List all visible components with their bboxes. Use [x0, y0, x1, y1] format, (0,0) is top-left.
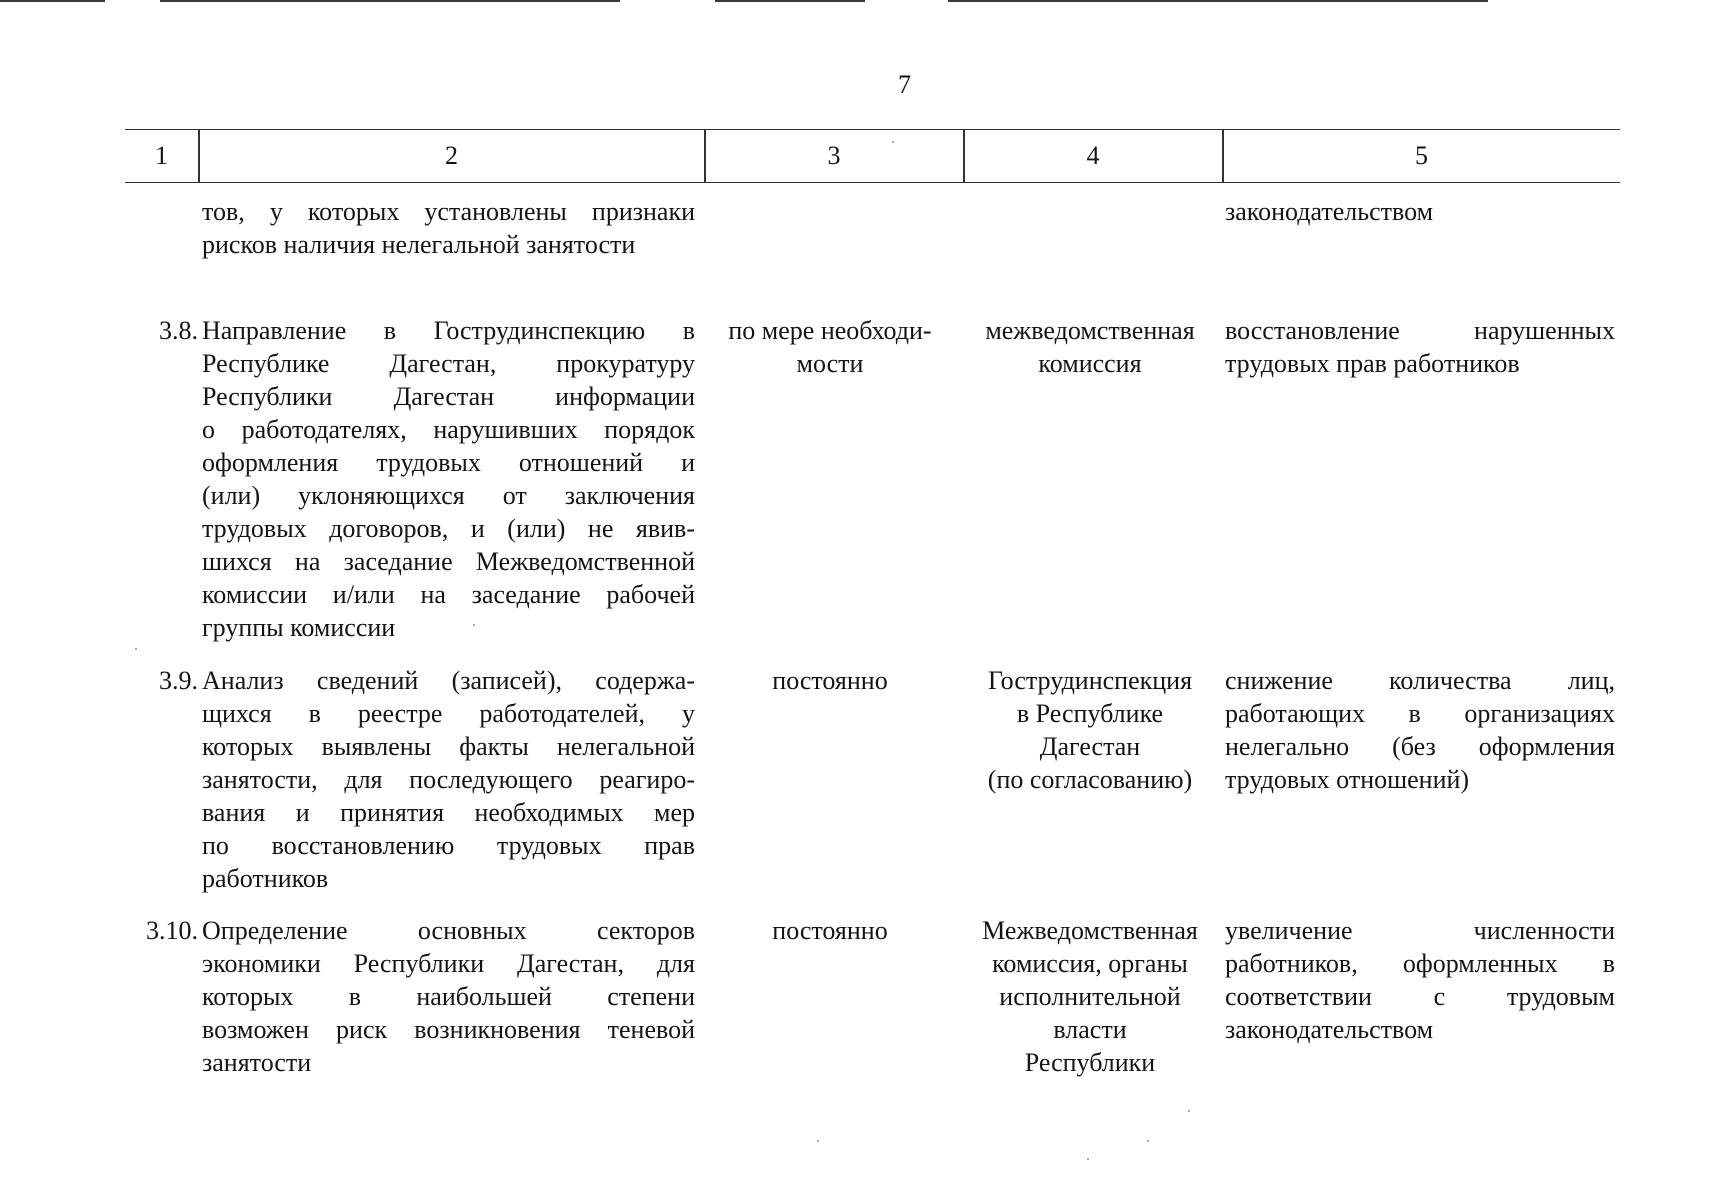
text-line: щихся в реестре работодателей, у — [202, 699, 695, 728]
text-line: (по согласованию) — [987, 765, 1193, 794]
table-header-row — [125, 129, 1620, 183]
text-line: которых в наибольшей степени — [202, 982, 695, 1011]
header-col-1: 1 — [155, 141, 168, 170]
row-responsible — [970, 664, 1210, 796]
text-line: власти — [1053, 1015, 1127, 1044]
text-line: нелегально (без оформления — [1225, 732, 1615, 761]
text-line: увеличение численности — [1225, 916, 1615, 945]
text-line: вания и принятия необходимых мер — [202, 798, 695, 827]
text-line: Республики — [1024, 1048, 1156, 1077]
top-edge-rule — [948, 0, 1488, 2]
text-line: Гострудинспекция — [987, 666, 1193, 695]
text-line: комиссии и/или на заседание рабочей — [202, 580, 695, 609]
text-line: тов, у которых установлены признаки — [202, 197, 695, 226]
text-line: работников, оформленных в — [1225, 949, 1615, 978]
text-line: Определение основных секторов — [202, 916, 695, 945]
top-edge-rule — [0, 0, 105, 2]
text-line: Анализ сведений (записей), содержа- — [202, 666, 695, 695]
row-description — [202, 314, 695, 644]
text-line: группы комиссии — [202, 613, 396, 642]
text-line: трудовых договоров, и (или) не явив- — [202, 514, 695, 543]
text-line: Республике Дагестан, прокуратуру — [202, 349, 695, 378]
text-line: снижение количества лиц, — [1225, 666, 1615, 695]
row-deadline — [708, 314, 952, 380]
text-line: трудовых отношений) — [1225, 765, 1470, 794]
text-line: законодательством — [1225, 197, 1434, 226]
row-description — [202, 664, 695, 895]
row-result — [1225, 914, 1615, 1046]
text-line: по мере необходи- — [728, 316, 932, 345]
row-number: 3.10. — [146, 916, 198, 945]
row-deadline — [708, 664, 952, 697]
text-line: оформления трудовых отношений и — [202, 448, 695, 477]
row-responsible — [970, 314, 1210, 380]
text-line: возможен риск возникновения теневой — [202, 1015, 695, 1044]
header-col-3: 3 — [827, 141, 841, 170]
text-line: работающих в организациях — [1225, 699, 1615, 728]
text-line: комиссия, органы — [992, 949, 1188, 978]
page-number: 7 — [898, 70, 911, 99]
text-line: восстановление нарушенных — [1225, 316, 1615, 345]
text-line: занятости, для последующего реагиро- — [202, 765, 695, 794]
text-line: межведомственная — [985, 316, 1195, 345]
text-line: законодательством — [1225, 1015, 1434, 1044]
text-line: исполнительной — [999, 982, 1181, 1011]
scan-speck — [1147, 1140, 1149, 1142]
text-line: (или) уклоняющихся от заключения — [202, 481, 695, 510]
top-edge-rule — [160, 0, 620, 2]
text-line: которых выявлены факты нелегальной — [202, 732, 695, 761]
text-line: Межведомственная — [982, 916, 1198, 945]
text-line: Дагестан — [1039, 732, 1141, 761]
header-col-5: 5 — [1415, 141, 1428, 170]
text-line: соответствии с трудовым — [1225, 982, 1615, 1011]
text-line: экономики Республики Дагестан, для — [202, 949, 695, 978]
text-line: занятости — [202, 1048, 312, 1077]
scan-speck — [817, 1140, 819, 1142]
text-line: постоянно — [772, 666, 888, 695]
text-line: комиссия — [1038, 349, 1142, 378]
row-number: 3.9. — [159, 666, 198, 695]
text-line: Республики Дагестан информации — [202, 382, 695, 411]
row-result — [1225, 664, 1615, 796]
header-col-2: 2 — [445, 141, 458, 170]
scan-speck — [135, 648, 137, 650]
text-line: о работодателях, нарушивших порядок — [202, 415, 695, 444]
text-line: в Республике — [1016, 699, 1164, 728]
row-result — [1225, 314, 1615, 380]
scan-speck — [473, 624, 475, 626]
row-number: 3.8. — [159, 316, 198, 345]
text-line: постоянно — [772, 916, 888, 945]
top-edge-rule — [715, 0, 865, 2]
text-line: Направление в Гострудинспекцию в — [202, 316, 695, 345]
row-description — [202, 914, 695, 1079]
scan-speck — [892, 141, 894, 143]
text-line: трудовых прав работников — [1225, 349, 1520, 378]
row-deadline — [708, 914, 952, 947]
scan-speck — [1188, 1110, 1190, 1112]
continuation-result — [1225, 195, 1615, 228]
text-line: шихся на заседание Межведомственной — [202, 547, 695, 576]
text-line: работников — [202, 864, 329, 893]
text-line: по восстановлению трудовых прав — [202, 831, 695, 860]
text-line: мости — [796, 349, 864, 378]
continuation-description — [202, 195, 695, 261]
header-col-4: 4 — [1086, 141, 1100, 170]
row-responsible — [970, 914, 1210, 1079]
scan-speck — [1087, 1158, 1089, 1160]
text-line: рисков наличия нелегальной занятости — [202, 230, 636, 259]
